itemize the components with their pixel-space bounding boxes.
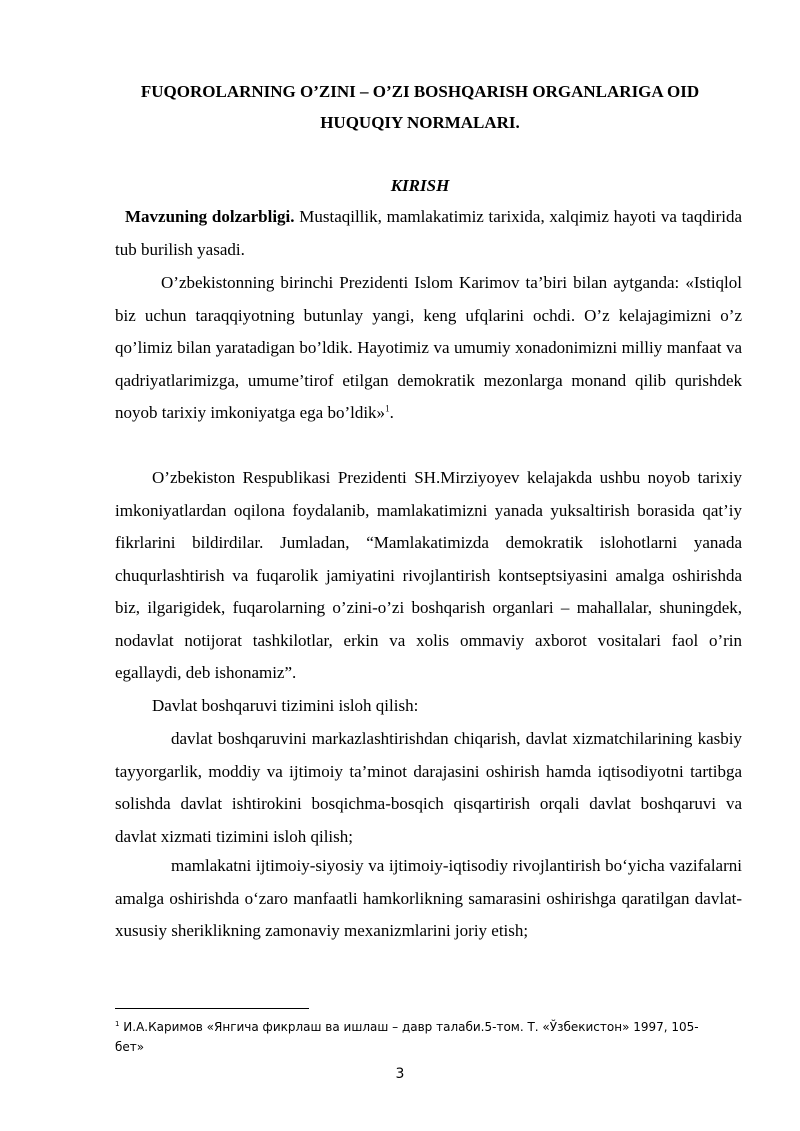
footnote-text: И.А.Каримов «Янгича фикрлаш ва ишлаш – давр талаби.5-том. Т. «Ўзбекистон» 1997, 105-бет» [115,1020,699,1054]
paragraph-relevance [115,201,742,266]
karimov-quote-text: O’zbekistonning birinchi Prezidenti Islom Karimov ta’biri bilan aytganda: «Istiqlol biz uchun taraqqiyotning butunlay yangi, keng ufqlarini ochdi. O’z kelajagimizni o’z qo’limiz bilan yaratadigan bo’ldik. Hayotimiz va umumiy xonadonimizni milliy manfaat va qadriyatlarimizga, umume’tirof etilgan demokratik mezonlarga monand qilib qurishdek noyob tarixiy imkoniyatga ega bo’ldik» [115,273,742,422]
footnote-marker: 1 [115,1020,120,1028]
footnote-separator [115,1008,309,1009]
footnote-reference[interactable]: 1 [385,403,390,414]
reform-heading-text: Davlat boshqaruvi tizimini isloh qilish: [152,696,419,715]
paragraph-reform-heading [115,690,742,723]
title-line-2: HUQUQIY NORMALARI. [320,113,520,132]
document-title [100,76,740,138]
reform-item-2-text: mamlakatni ijtimoiy-siyosiy va ijtimoiy-iqtisodiy rivojlantirish bo‘yicha vazifalarni amalga oshirishda o‘zaro manfaatli hamkorlikning samarasini oshirishga qaratilgan davlat-xususiy sheriklikning zamonaviy mexanizmlarini joriy etish; [115,856,742,940]
paragraph-karimov-quote [115,267,742,430]
section-heading-kirish: KIRISH [390,176,450,195]
page-number: 3 [395,1066,405,1082]
reform-item-1-text: davlat boshqaruvini markazlashtirishdan chiqarish, davlat xizmatchilarining kasbiy tayyorgarlik, moddiy va ijtimoiy ta’minot darajasini oshirish hamda iqtisodiyotni tartibga solishda davlat ishtirokini bosqichma-bosqich qisqartirish orqali davlat boshqaruvi va davlat xizmati tizimini isloh qilish; [115,729,742,846]
title-line-1: FUQOROLARNING O’ZINI – O’ZI BOSHQARISH ORGANLARIGA OID [140,82,700,101]
footnote [115,1017,725,1057]
reform-list-item [115,850,742,948]
reform-list-item [115,723,742,853]
relevance-text: Mustaqillik, mamlakatimiz tarixida, xalqimiz hayoti va taqdirida tub burilish yasadi. [115,207,742,259]
relevance-lead: Mavzuning dolzarbligi. [125,207,295,226]
paragraph-mirziyoyev [115,462,742,690]
mirziyoyev-text: O’zbekiston Respublikasi Prezidenti SH.Mirziyoyev kelajakda ushbu noyob tarixiy imkoniyatlardan oqilona foydalanib, mamlakatimizni yanada yuksaltirish borasida qat’iy fikrlarini bildirdilar. Jumladan, “Mamlakatimizda demokratik islohotlarni yanada chuqurlashtirish va fuqarolik jamiyatini rivojlantirish kontseptsiyasini amalga oshirishda biz, ilgarigidek, fuqarolarning o’zini-o’zi boshqarish organlari – mahallalar, shuningdek, nodavlat notijorat tashkilotlar, erkin va xolis ommaviy axborot vositalari faol o’rin egallaydi, deb ishonamiz”. [115,468,742,682]
karimov-quote-end: . [389,403,394,422]
